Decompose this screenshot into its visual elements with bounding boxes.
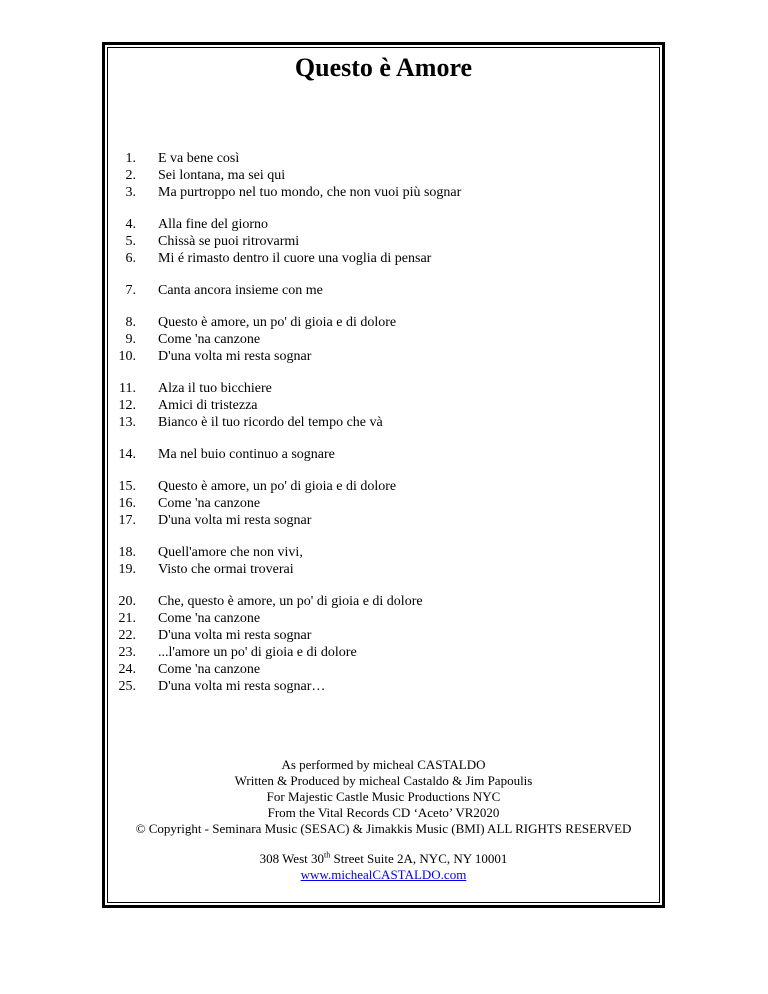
lyric-line xyxy=(118,233,638,250)
address-end: Street Suite 2A, NYC, NY 10001 xyxy=(330,851,508,866)
line-number: 24. xyxy=(118,662,136,677)
lyric-line xyxy=(118,184,638,201)
lyric-line xyxy=(118,593,638,610)
lyric-line xyxy=(118,216,638,233)
line-text: Alza il tuo bicchiere xyxy=(158,381,272,396)
stanza xyxy=(118,544,638,578)
line-text: Quell'amore che non vivi, xyxy=(158,545,303,560)
line-text: Bianco è il tuo ricordo del tempo che và xyxy=(158,415,383,430)
credit-production-company: For Majestic Castle Music Productions NYC xyxy=(266,789,501,804)
line-text: D'una volta mi resta sognar xyxy=(158,628,312,643)
address-suffix: th xyxy=(324,850,331,860)
line-text: E va bene così xyxy=(158,151,240,166)
line-number: 17. xyxy=(118,513,136,528)
credit-performed: As performed by micheal CASTALDO xyxy=(281,757,486,772)
line-text: Alla fine del giorno xyxy=(158,217,269,232)
line-number: 13. xyxy=(118,415,136,430)
stanza xyxy=(118,282,638,299)
line-number: 3. xyxy=(125,185,136,200)
line-text: Come 'na canzone xyxy=(158,662,261,677)
stanza xyxy=(118,314,638,365)
line-number: 22. xyxy=(118,628,136,643)
lyric-line xyxy=(118,348,638,365)
lyric-line xyxy=(118,314,638,331)
lyric-line xyxy=(118,495,638,512)
line-text: Visto che ormai troverai xyxy=(158,562,294,577)
lyric-line xyxy=(118,512,638,529)
line-text: Sei lontana, ma sei qui xyxy=(158,168,286,183)
line-text: Ma nel buio continuo a sognare xyxy=(158,447,335,462)
line-text: Ma purtroppo nel tuo mondo, che non vuoi più sognar xyxy=(158,185,462,200)
credit-copyright: © Copyright - Seminara Music (SESAC) & Jimakkis Music (BMI) ALL RIGHTS RESERVED xyxy=(135,821,632,836)
line-number: 2. xyxy=(125,168,136,183)
stanza xyxy=(118,150,638,201)
lyric-line xyxy=(118,282,638,299)
stanza xyxy=(118,478,638,529)
lyric-line xyxy=(118,627,638,644)
song-title: Questo è Amore xyxy=(294,53,473,82)
line-number: 23. xyxy=(118,645,136,660)
line-text: Come 'na canzone xyxy=(158,611,261,626)
line-number: 6. xyxy=(125,251,136,266)
line-text: D'una volta mi resta sognar xyxy=(158,349,312,364)
line-number: 8. xyxy=(125,315,136,330)
stanza xyxy=(118,216,638,267)
website-link[interactable]: www.michealCASTALDO.com xyxy=(300,867,467,882)
line-text: Amici di tristezza xyxy=(158,398,258,413)
stanza xyxy=(118,593,638,695)
lyric-line xyxy=(118,397,638,414)
lyric-line xyxy=(118,250,638,267)
line-number: 14. xyxy=(118,447,136,462)
line-number: 25. xyxy=(118,679,136,694)
line-number: 9. xyxy=(125,332,136,347)
line-text: Come 'na canzone xyxy=(158,332,261,347)
line-number: 16. xyxy=(118,496,136,511)
stanza xyxy=(118,446,638,463)
lyric-line xyxy=(118,446,638,463)
line-number: 18. xyxy=(118,545,136,560)
address xyxy=(107,851,660,867)
lyric-line xyxy=(118,644,638,661)
lyric-line xyxy=(118,678,638,695)
credits-block xyxy=(107,757,660,883)
line-number: 1. xyxy=(125,151,136,166)
line-number: 5. xyxy=(125,234,136,249)
line-text: Che, questo è amore, un po' di gioia e di dolore xyxy=(158,594,423,609)
line-text: D'una volta mi resta sognar xyxy=(158,513,312,528)
lyric-line xyxy=(118,331,638,348)
line-number: 20. xyxy=(118,594,136,609)
line-number: 12. xyxy=(118,398,136,413)
stanza xyxy=(118,380,638,431)
lyric-line xyxy=(118,610,638,627)
line-text: Chissà se puoi ritrovarmi xyxy=(158,234,300,249)
lyric-line xyxy=(118,167,638,184)
line-text: ...l'amore un po' di gioia e di dolore xyxy=(158,645,357,660)
line-text: Questo è amore, un po' di gioia e di dolore xyxy=(158,315,397,330)
lyrics-list xyxy=(118,150,638,710)
line-number: 11. xyxy=(119,381,136,396)
line-number: 10. xyxy=(118,349,136,364)
lyric-line xyxy=(118,380,638,397)
credit-record: From the Vital Records CD ‘Aceto’ VR2020 xyxy=(267,805,500,820)
credit-written: Written & Produced by micheal Castaldo & Jim Papoulis xyxy=(234,773,533,788)
lyric-line xyxy=(118,478,638,495)
lyric-line xyxy=(118,544,638,561)
lyric-line xyxy=(118,661,638,678)
line-number: 19. xyxy=(118,562,136,577)
line-text: Questo è amore, un po' di gioia e di dolore xyxy=(158,479,397,494)
line-number: 15. xyxy=(118,479,136,494)
line-number: 7. xyxy=(125,283,136,298)
lyric-line xyxy=(118,150,638,167)
line-text: Come 'na canzone xyxy=(158,496,261,511)
lyric-line xyxy=(118,414,638,431)
line-text: D'una volta mi resta sognar… xyxy=(158,679,326,694)
line-text: Mi é rimasto dentro il cuore una voglia di pensar xyxy=(158,251,432,266)
line-number: 4. xyxy=(125,217,136,232)
line-number: 21. xyxy=(118,611,136,626)
lyric-line xyxy=(118,561,638,578)
line-text: Canta ancora insieme con me xyxy=(158,283,323,298)
address-start: 308 West 30 xyxy=(259,851,324,866)
